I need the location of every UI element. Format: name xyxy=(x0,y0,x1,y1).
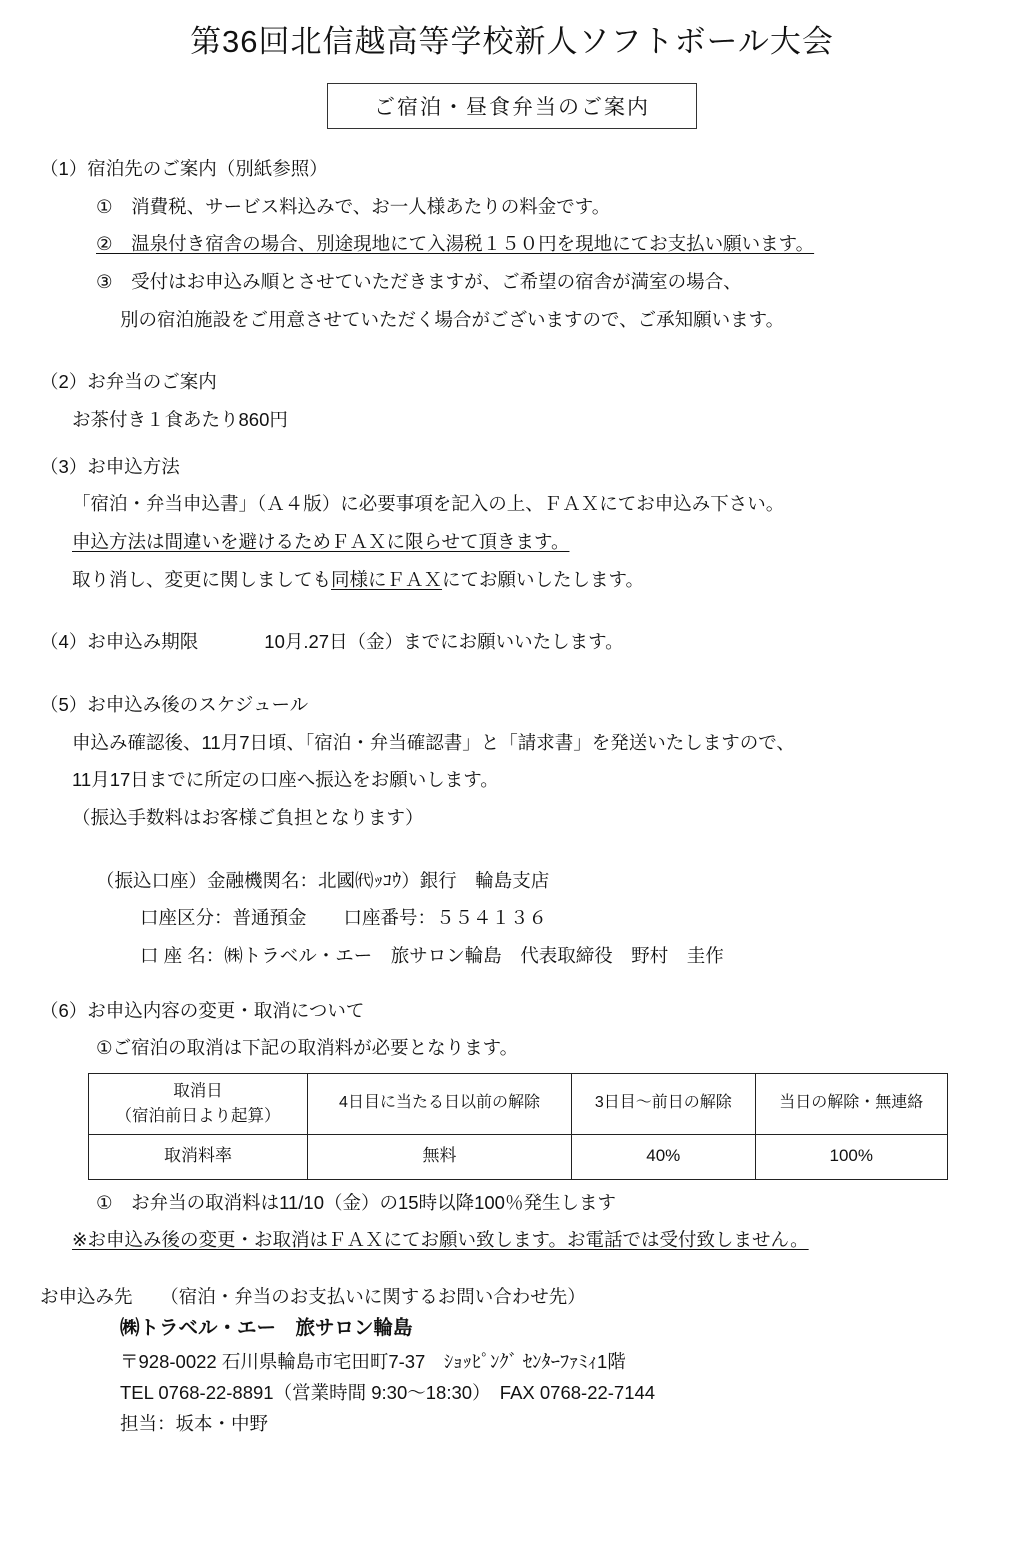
table-cell-rate-3days: 40% xyxy=(572,1134,756,1179)
section-3-line-3-post: にてお願いしたします。 xyxy=(442,568,645,590)
table-header-cell-sameday: 当日の解除・無連絡 xyxy=(755,1074,947,1135)
bank-account-line-1: （振込口座）金融機関名：北國㈹ｯｺｳ）銀行 輪島支店 xyxy=(96,869,550,891)
bank-account-line-3: 口 座 名：㈱トラベル・エー 旅サロン輪島 代表取締役 野村 圭作 xyxy=(140,945,724,967)
table-header-date-line-1: 取消日 xyxy=(173,1082,223,1101)
table-header-row xyxy=(89,1074,948,1135)
section-3-line-2: 申込方法は間違いを避けるためＦＡＸに限らせて頂きます。 xyxy=(72,531,570,553)
subtitle-container xyxy=(40,83,984,129)
cancel-fee-table-container xyxy=(88,1073,984,1180)
section-4-value: 10月.27日（金）までにお願いいたします。 xyxy=(264,631,624,653)
section-5-heading: （5）お申込み後のスケジュール xyxy=(40,694,309,716)
section-6-heading: （6）お申込内容の変更・取消について xyxy=(40,999,365,1021)
table-header-date-line-2: （宿泊前日より起算） xyxy=(115,1106,281,1125)
section-3-line-3-pre: 取り消し、変更に関しましても xyxy=(72,568,332,590)
section-1-item-1: ① 消費税、サービス料込みで、お一人様あたりの料金です。 xyxy=(96,195,611,217)
section-3-heading: （3）お申込方法 xyxy=(40,455,180,477)
contact-heading: お申込み先 （宿泊・弁当のお支払いに関するお問い合わせ先） xyxy=(40,1285,586,1307)
document-body xyxy=(40,155,984,1255)
bank-account-line-2: 口座区分：普通預金 口座番号：５５４１３６ xyxy=(140,907,548,929)
section-3-line-1: 「宿泊・弁当申込書」（Ａ４版）に必要事項を記入の上、ＦＡＸにてお申込み下さい。 xyxy=(72,493,785,515)
section-5-line-2: 11月17日までに所定の口座へ振込をお願いします。 xyxy=(72,769,499,791)
contact-address: 〒928-0022 石川県輪島市宅田町7-37 ｼｮｯﾋﾟﾝｸﾞ ｾﾝﾀｰﾌｧﾐｨ1階 xyxy=(120,1350,626,1372)
table-header-cell-4days: 4日目に当たる日以前の解除 xyxy=(308,1074,572,1135)
section-4-heading: （4）お申込み期限 xyxy=(40,631,199,653)
table-cell-rate-4days: 無料 xyxy=(308,1134,572,1179)
section-6-item-2: ① お弁当の取消料は11/10（金）の15時以降100％発生します xyxy=(96,1191,616,1213)
section-2-heading: （2）お弁当のご案内 xyxy=(40,371,217,393)
table-header-cell-3days: 3日目～前日の解除 xyxy=(572,1074,756,1135)
section-3-line-3 xyxy=(72,566,984,595)
section-5-line-3: （振込手数料はお客様ご負担となります） xyxy=(72,807,424,829)
section-1-item-3-line-1: ③ 受付はお申込み順とさせていただきますが、ご希望の宿舎が満室の場合、 xyxy=(96,271,742,293)
table-row xyxy=(89,1134,948,1179)
table-cell-rate-label: 取消料率 xyxy=(89,1134,308,1179)
section-2-line-1: お茶付き１食あたり860円 xyxy=(72,409,288,431)
contact-tel-fax: TEL 0768-22-8891（営業時間 9:30～18:30） FAX 0768-22-7144 xyxy=(120,1381,656,1403)
document-page xyxy=(0,16,1024,1552)
section-3-line-3-underline: 同様にＦＡＸ xyxy=(331,568,443,590)
page-title: 第36回北信越高等学校新人ソフトボール大会 xyxy=(190,24,834,59)
table-cell-rate-sameday: 100% xyxy=(755,1134,947,1179)
contact-company: ㈱トラベル・エー 旅サロン輪島 xyxy=(120,1317,413,1340)
section-6-note: ※お申込み後の変更・お取消はＦＡＸにてお願い致します。お電話では受付致しません。 xyxy=(72,1229,809,1251)
contact-person: 担当：坂本・中野 xyxy=(120,1413,269,1435)
section-1-item-2: ② 温泉付き宿舎の場合、別途現地にて入湯税１５０円を現地にてお支払い願います。 xyxy=(96,233,815,255)
subtitle-box: ご宿泊・昼食弁当のご案内 xyxy=(327,83,697,129)
section-1-item-3-line-2: 別の宿泊施設をご用意させていただく場合がございますので、ご承知願います。 xyxy=(120,308,785,330)
contact-block xyxy=(40,1281,984,1440)
cancel-fee-table xyxy=(88,1073,948,1180)
section-5-line-1: 申込み確認後、11月7日頃、「宿泊・弁当確認書」と「請求書」を発送いたしますので、 xyxy=(72,731,795,753)
section-6-item-1: ①ご宿泊の取消は下記の取消料が必要となります。 xyxy=(96,1037,519,1059)
section-1-heading: （1）宿泊先のご案内（別紙参照） xyxy=(40,158,328,179)
section-4-line xyxy=(40,628,984,657)
table-header-cell-date xyxy=(89,1074,308,1135)
